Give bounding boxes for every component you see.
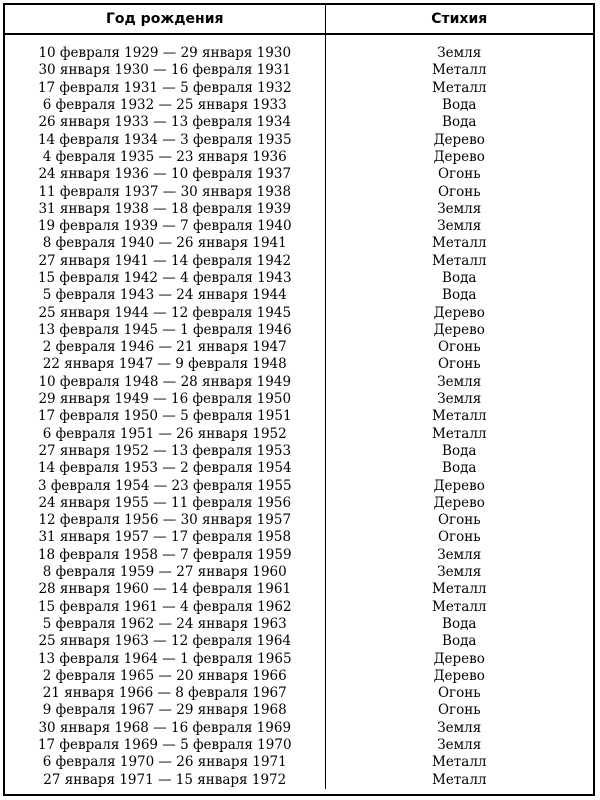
birth-period-cell: 22 января 1947 — 9 февраля 1948 [5,356,325,373]
table-header-row [5,5,593,34]
element-cell: Металл [432,252,487,269]
table-row [5,235,593,252]
table-row [5,771,593,788]
element-cell: Земля [437,737,482,754]
table-row [5,460,593,477]
birth-period-cell: 18 февраля 1958 — 7 февраля 1959 [5,547,325,564]
table-row [5,131,593,148]
birth-period-cell: 25 января 1963 — 12 февраля 1964 [5,633,325,650]
element-cell: Металл [432,581,487,598]
element-cell: Дерево [433,650,485,667]
table-spacer-row [5,34,593,45]
element-cell: Вода [442,615,477,632]
element-cell: Металл [432,598,487,615]
table-row [5,581,593,598]
birth-period-cell: 27 января 1941 — 14 февраля 1942 [5,253,325,270]
birth-period-cell: 4 февраля 1935 — 23 января 1936 [5,149,325,166]
table-row [5,633,593,650]
element-cell: Металл [432,425,487,442]
table-row [5,668,593,685]
birth-period-cell: 24 января 1936 — 10 февраля 1937 [5,166,325,183]
birth-period-cell: 6 февраля 1932 — 25 января 1933 [5,97,325,114]
element-cell: Вода [442,97,477,114]
element-cell: Вода [442,633,477,650]
element-cell: Дерево [433,321,485,338]
birth-period-cell: 6 февраля 1951 — 26 января 1952 [5,426,325,443]
birth-period-cell: 25 января 1944 — 12 февраля 1945 [5,304,325,321]
element-cell: Дерево [433,304,485,321]
element-cell: Земля [437,45,482,62]
birth-period-cell: 30 января 1930 — 16 февраля 1931 [5,62,325,79]
table-row [5,754,593,771]
element-table [3,3,595,796]
element-cell: Вода [442,460,477,477]
element-cell: Дерево [433,494,485,511]
element-cell: Вода [442,442,477,459]
element-cell: Металл [432,771,487,788]
element-cell: Земля [437,546,482,563]
birth-period-cell: 19 февраля 1939 — 7 февраля 1940 [5,218,325,235]
table-row [5,443,593,460]
birth-period-cell: 28 января 1960 — 14 февраля 1961 [5,581,325,598]
birth-period-cell: 10 февраля 1929 — 29 января 1930 [5,45,325,62]
element-cell: Металл [432,754,487,771]
table-row [5,599,593,616]
birth-period-cell: 24 января 1955 — 11 февраля 1956 [5,495,325,512]
element-cell: Земля [437,564,482,581]
element-cell: Дерево [433,477,485,494]
table-row [5,45,593,62]
birth-period-cell: 2 февраля 1965 — 20 января 1966 [5,668,325,685]
table-row [5,287,593,304]
table-row [5,685,593,702]
table-row [5,477,593,494]
birth-period-cell: 14 февраля 1934 — 3 февраля 1935 [5,131,325,148]
table-row [5,426,593,443]
birth-period-cell: 8 февраля 1959 — 27 января 1960 [5,564,325,581]
element-cell: Земля [437,200,482,217]
table-row [5,97,593,114]
element-cell: Металл [432,408,487,425]
birth-period-cell: 15 февраля 1942 — 4 февраля 1943 [5,270,325,287]
birth-period-cell: 30 января 1968 — 16 февраля 1969 [5,720,325,737]
element-cell: Огонь [437,183,481,200]
birth-period-cell: 5 февраля 1943 — 24 января 1944 [5,287,325,304]
element-cell: Вода [442,114,477,131]
table-row [5,183,593,200]
birth-period-cell: 15 февраля 1961 — 4 февраля 1962 [5,599,325,616]
element-cell: Металл [432,79,487,96]
header-birth-year: Год рождения [5,5,325,34]
element-cell: Земля [437,218,482,235]
element-cell: Огонь [437,512,481,529]
table-row [5,356,593,373]
table-row [5,495,593,512]
birth-period-cell: 5 февраля 1962 — 24 января 1963 [5,616,325,633]
table-row [5,339,593,356]
table-row [5,737,593,754]
table-row [5,391,593,408]
element-cell: Земля [437,719,482,736]
table-body [5,34,593,789]
birth-period-cell: 27 января 1952 — 13 февраля 1953 [5,443,325,460]
birth-period-cell: 12 февраля 1956 — 30 января 1957 [5,512,325,529]
element-cell: Огонь [437,356,481,373]
birth-period-cell: 3 февраля 1954 — 23 февраля 1955 [5,477,325,494]
element-cell: Огонь [437,339,481,356]
element-cell: Металл [432,235,487,252]
birth-period-cell: 6 февраля 1970 — 26 января 1971 [5,754,325,771]
element-cell: Вода [442,270,477,286]
birth-period-cell: 14 февраля 1953 — 2 февраля 1954 [5,460,325,477]
birth-period-cell: 21 января 1966 — 8 февраля 1967 [5,685,325,702]
birth-period-cell: 13 февраля 1964 — 1 февраля 1965 [5,650,325,667]
element-cell: Металл [432,62,487,79]
element-cell: Земля [437,391,482,408]
element-cell: Дерево [433,131,485,148]
table-row [5,322,593,339]
element-cell: Огонь [437,166,481,183]
birth-period-cell: 26 января 1933 — 13 февраля 1934 [5,114,325,131]
birth-year-element-table [5,5,593,789]
birth-period-cell: 17 февраля 1931 — 5 февраля 1932 [5,80,325,97]
table-row [5,512,593,529]
table-row [5,702,593,719]
table-row [5,149,593,166]
element-cell: Огонь [437,685,481,702]
birth-period-cell: 29 января 1949 — 16 февраля 1950 [5,391,325,408]
birth-period-cell: 17 февраля 1969 — 5 февраля 1970 [5,737,325,754]
element-cell: Огонь [437,529,481,546]
table-row [5,650,593,667]
birth-period-cell: 17 февраля 1950 — 5 февраля 1951 [5,408,325,425]
element-cell: Огонь [437,702,481,719]
element-cell: Вода [442,287,477,304]
birth-period-cell: 10 февраля 1948 — 28 января 1949 [5,374,325,391]
birth-period-cell: 31 января 1957 — 17 февраля 1958 [5,529,325,546]
table-row [5,564,593,581]
table-row [5,166,593,183]
table-row [5,529,593,546]
table-row [5,616,593,633]
birth-period-cell: 9 февраля 1967 — 29 января 1968 [5,702,325,719]
table-row [5,547,593,564]
table-row [5,218,593,235]
header-element: Стихия [325,5,593,34]
table-row [5,201,593,218]
birth-period-cell: 8 февраля 1940 — 26 января 1941 [5,235,325,252]
table-row [5,270,593,287]
birth-period-cell: 13 февраля 1945 — 1 февраля 1946 [5,322,325,339]
birth-period-cell: 11 февраля 1937 — 30 января 1938 [5,183,325,200]
element-cell: Дерево [433,148,485,165]
birth-period-cell: 2 февраля 1946 — 21 января 1947 [5,339,325,356]
birth-period-cell: 27 января 1971 — 15 января 1972 [5,771,325,788]
table-row [5,253,593,270]
table-row [5,114,593,131]
element-cell: Дерево [433,667,485,684]
element-cell: Земля [437,373,482,390]
table-row [5,408,593,425]
table-row [5,374,593,391]
birth-period-cell: 31 января 1938 — 18 февраля 1939 [5,201,325,218]
table-row [5,80,593,97]
table-row [5,304,593,321]
table-row [5,720,593,737]
table-row [5,62,593,79]
